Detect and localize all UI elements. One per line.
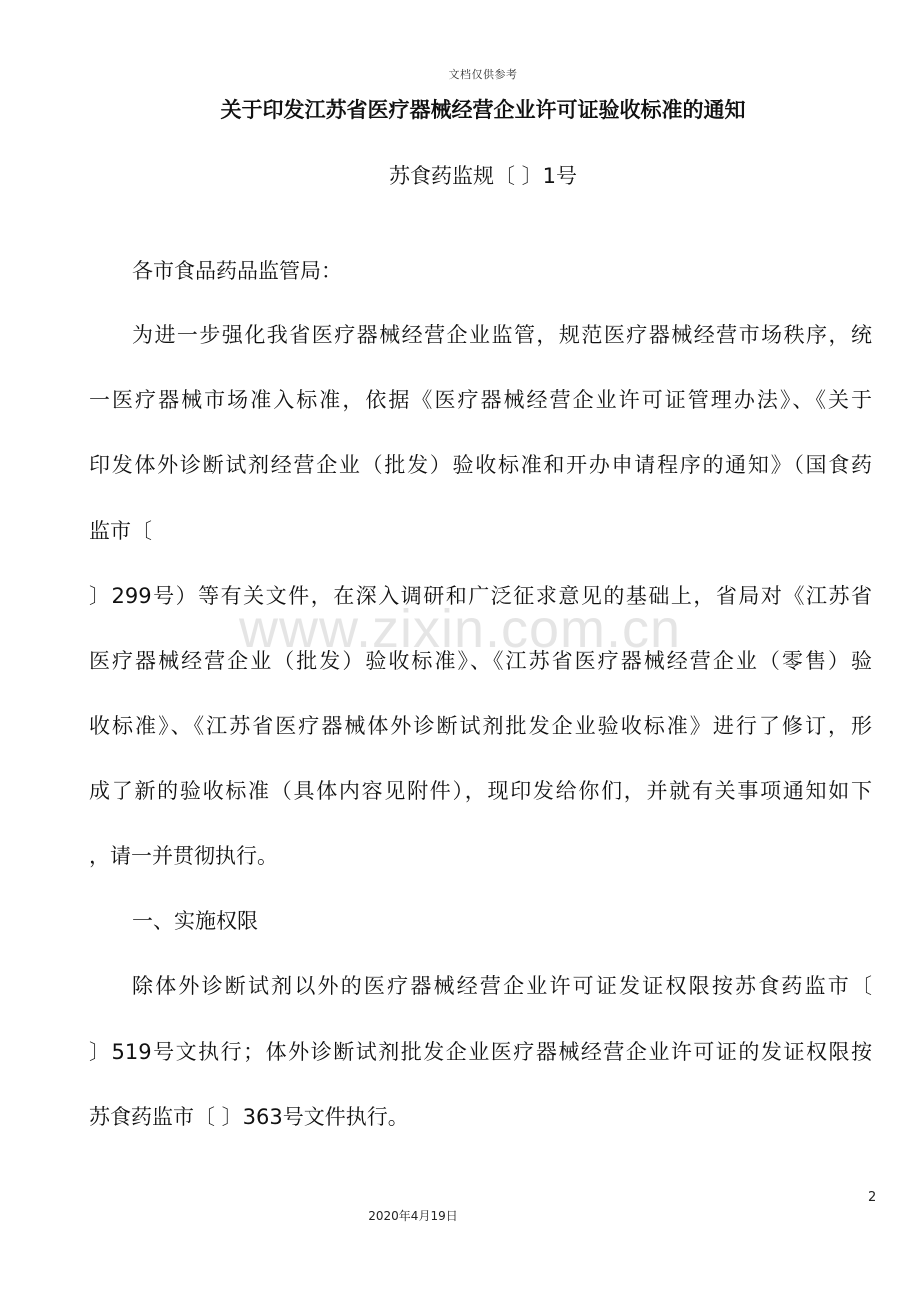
document-title: 关于印发江苏省医疗器械经营企业许可证验收标准的通知: [220, 98, 746, 122]
paragraph-line: 除体外诊断试剂以外的医疗器械经营企业许可证发证权限按苏食药监市〔: [132, 974, 872, 998]
paragraph-line: 印发体外诊断试剂经营企业（批发）验收标准和开办申请程序的通知》（国食药: [89, 453, 872, 477]
paragraph-line: 〕519号文执行；体外诊断试剂批发企业医疗器械经营企业许可证的发证权限按: [89, 1040, 872, 1064]
paragraph-line: 苏食药监市〔 〕363号文件执行。: [89, 1105, 409, 1129]
document-number: 苏食药监规〔 〕1号: [388, 164, 578, 188]
page-number: 2: [868, 1190, 877, 1205]
header-note: 文档仅供参考: [448, 68, 518, 81]
paragraph-line: 监市〔: [89, 519, 152, 543]
paragraph-line: 一医疗器械市场准入标准，依据《医疗器械经营企业许可证管理办法》、《关于: [89, 388, 872, 412]
watermark: www.zixin.com.cn: [238, 599, 682, 659]
paragraph-line: 成了新的验收标准（具体内容见附件），现印发给你们，并就有关事项通知如下: [89, 779, 872, 803]
paragraph-line: 为进一步强化我省医疗器械经营企业监管，规范医疗器械经营市场秩序，统: [132, 323, 872, 347]
footer-date: 2020年4月19日: [368, 1209, 458, 1223]
paragraph-line: 收标准》、《江苏省医疗器械体外诊断试剂批发企业验收标准》进行了修订，形: [89, 714, 872, 738]
section-heading: 一、实施权限: [132, 909, 258, 933]
paragraph-line: 医疗器械经营企业（批发）验收标准》、《江苏省医疗器械经营企业（零售）验: [89, 649, 872, 673]
paragraph-line: ，请一并贯彻执行。: [89, 844, 278, 868]
paragraph-line: 〕299号）等有关文件，在深入调研和广泛征求意见的基础上，省局对《江苏省: [89, 584, 872, 608]
salutation: 各市食品药品监管局：: [132, 259, 342, 283]
